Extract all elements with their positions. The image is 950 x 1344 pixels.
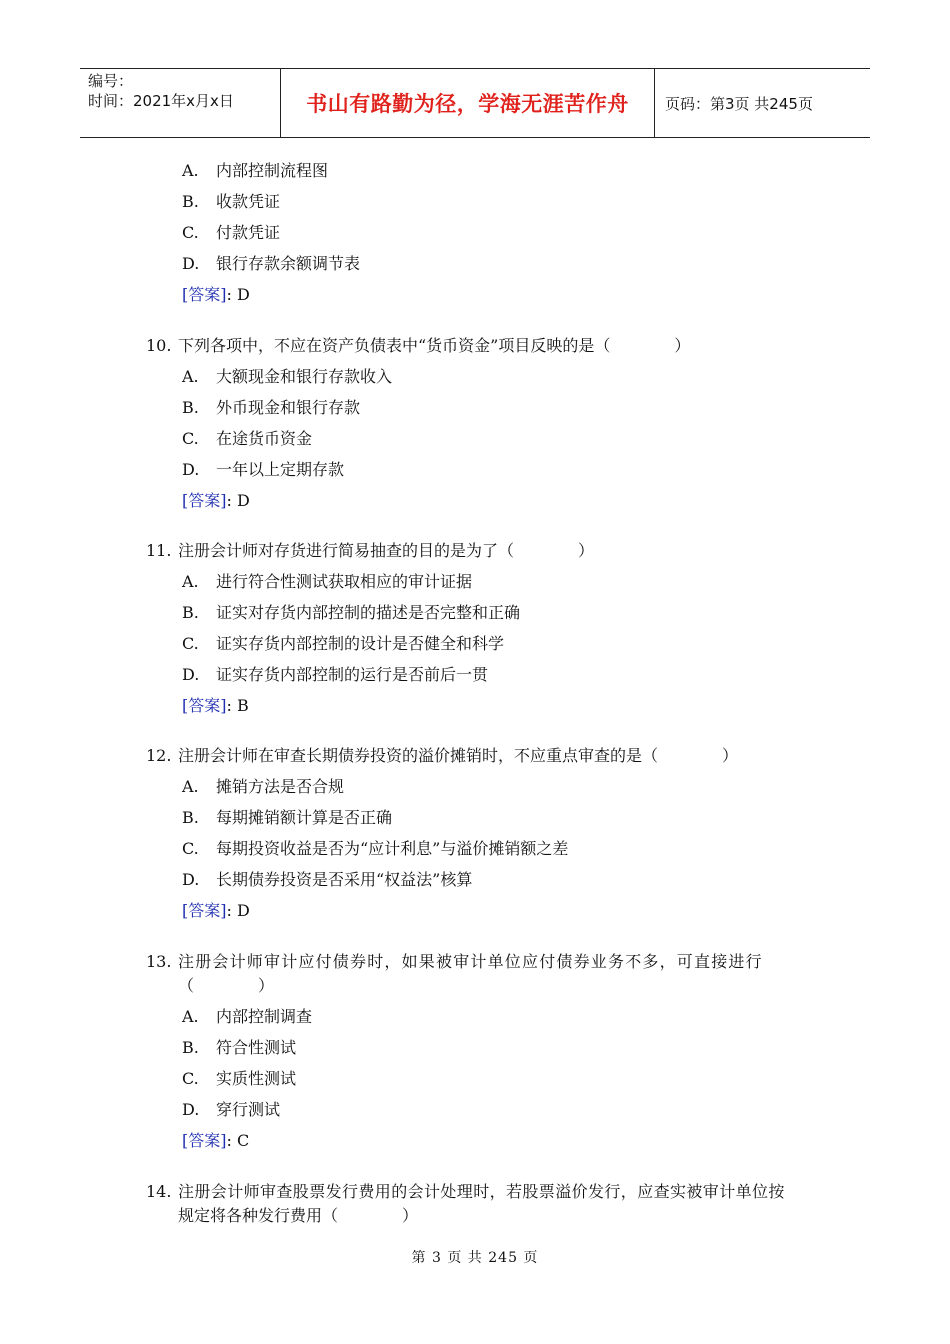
option-letter: A. [182, 367, 199, 386]
option-text: 证实对存货内部控制的描述是否完整和正确 [216, 603, 521, 622]
option-line [182, 161, 328, 181]
option-line [182, 367, 392, 387]
option-letter: B. [182, 603, 199, 622]
option-text: 银行存款余额调节表 [216, 254, 361, 273]
option-line [182, 192, 280, 212]
option-letter: A. [182, 572, 199, 591]
question-stem [146, 336, 171, 356]
answer-line [182, 285, 250, 305]
question-number: 11. [146, 541, 172, 560]
page-header [80, 68, 870, 138]
option-text: 一年以上定期存款 [216, 460, 345, 479]
option-line [182, 665, 488, 685]
option-line [182, 839, 568, 859]
option-text: 符合性测试 [216, 1038, 297, 1057]
question-stem-text: 注册会计师对存货进行简易抽查的目的是为了（ ） [178, 541, 595, 560]
answer-value: : C [226, 1131, 250, 1150]
option-text: 进行符合性测试获取相应的审计证据 [216, 572, 473, 591]
option-line [182, 1069, 296, 1089]
option-text: 每期投资收益是否为“应计利息”与溢价摊销额之差 [216, 839, 569, 858]
option-letter: C. [182, 1069, 199, 1088]
header-time-label: 时间：2021年x月x日 [88, 92, 234, 110]
answer-value: : D [226, 285, 250, 304]
question-number: 14. [146, 1182, 172, 1201]
answer-label: [答案] [182, 1131, 227, 1150]
option-letter: D. [182, 254, 200, 273]
question-stem-text: 注册会计师审计应付债券时，如果被审计单位应付债券业务不多，可直接进行 [178, 952, 763, 971]
option-letter: A. [182, 777, 199, 796]
option-text: 在途货币资金 [216, 429, 313, 448]
option-line [182, 398, 360, 418]
option-text: 摊销方法是否合规 [216, 777, 345, 796]
question-number: 13. [146, 952, 172, 971]
answer-value: : D [226, 491, 250, 510]
option-letter: D. [182, 870, 200, 889]
option-text: 穿行测试 [216, 1100, 281, 1119]
option-text: 付款凭证 [216, 223, 281, 242]
option-text: 证实存货内部控制的设计是否健全和科学 [216, 634, 505, 653]
answer-line [182, 696, 249, 716]
page-footer: 第 3 页 共 245 页 [411, 1250, 539, 1266]
option-letter: C. [182, 839, 199, 858]
option-line [182, 1007, 312, 1027]
question-stem-text: 下列各项中，不应在资产负债表中“货币资金”项目反映的是（ ） [178, 336, 691, 355]
answer-label: [答案] [182, 901, 227, 920]
question-number: 12. [146, 746, 172, 765]
option-letter: A. [182, 1007, 199, 1026]
header-meta [80, 69, 281, 137]
option-letter: A. [182, 161, 199, 180]
option-letter: C. [182, 223, 199, 242]
option-line [182, 808, 392, 828]
option-text: 大额现金和银行存款收入 [216, 367, 393, 386]
option-line [182, 1038, 296, 1058]
header-motto: 书山有路勤为径，学海无涯苦作舟 [281, 69, 655, 137]
question-stem-text: 规定将各种发行费用（ ） [178, 1206, 419, 1225]
option-text: 收款凭证 [216, 192, 281, 211]
option-letter: B. [182, 1038, 199, 1057]
option-letter: D. [182, 460, 200, 479]
option-line [182, 460, 344, 480]
option-letter: C. [182, 634, 199, 653]
option-line [182, 870, 472, 890]
option-letter: D. [182, 665, 200, 684]
question-stem-text: 注册会计师在审查长期债券投资的溢价摊销时，不应重点审查的是（ ） [178, 746, 739, 765]
header-number-label: 编号： [88, 72, 134, 90]
answer-value: : D [226, 901, 250, 920]
option-text: 证实存货内部控制的运行是否前后一贯 [216, 665, 489, 684]
option-letter: C. [182, 429, 199, 448]
answer-label: [答案] [182, 285, 227, 304]
option-text: 实质性测试 [216, 1069, 297, 1088]
answer-value: : B [226, 696, 249, 715]
option-text: 内部控制调查 [216, 1007, 313, 1026]
answer-line [182, 491, 250, 511]
header-page-info: 页码：第3页 共245页 [665, 94, 813, 113]
option-text: 外币现金和银行存款 [216, 398, 361, 417]
option-line [182, 634, 504, 654]
answer-label: [答案] [182, 696, 227, 715]
option-text: 长期债券投资是否采用“权益法”核算 [216, 870, 473, 889]
option-line [182, 254, 360, 274]
question-number: 10. [146, 336, 172, 355]
answer-line [182, 1131, 249, 1151]
answer-label: [答案] [182, 491, 227, 510]
question-stem-text: （ ） [178, 976, 275, 995]
option-letter: B. [182, 808, 199, 827]
option-line [182, 429, 312, 449]
option-line [182, 777, 344, 797]
option-line [182, 1100, 280, 1120]
option-letter: B. [182, 192, 199, 211]
option-text: 每期摊销额计算是否正确 [216, 808, 393, 827]
option-line [182, 223, 280, 243]
option-line [182, 572, 472, 592]
answer-line [182, 901, 250, 921]
question-stem-text: 注册会计师审查股票发行费用的会计处理时，若股票溢价发行，应查实被审计单位按 [178, 1182, 785, 1201]
option-letter: B. [182, 398, 199, 417]
option-text: 内部控制流程图 [216, 161, 329, 180]
option-letter: D. [182, 1100, 200, 1119]
option-line [182, 603, 520, 623]
